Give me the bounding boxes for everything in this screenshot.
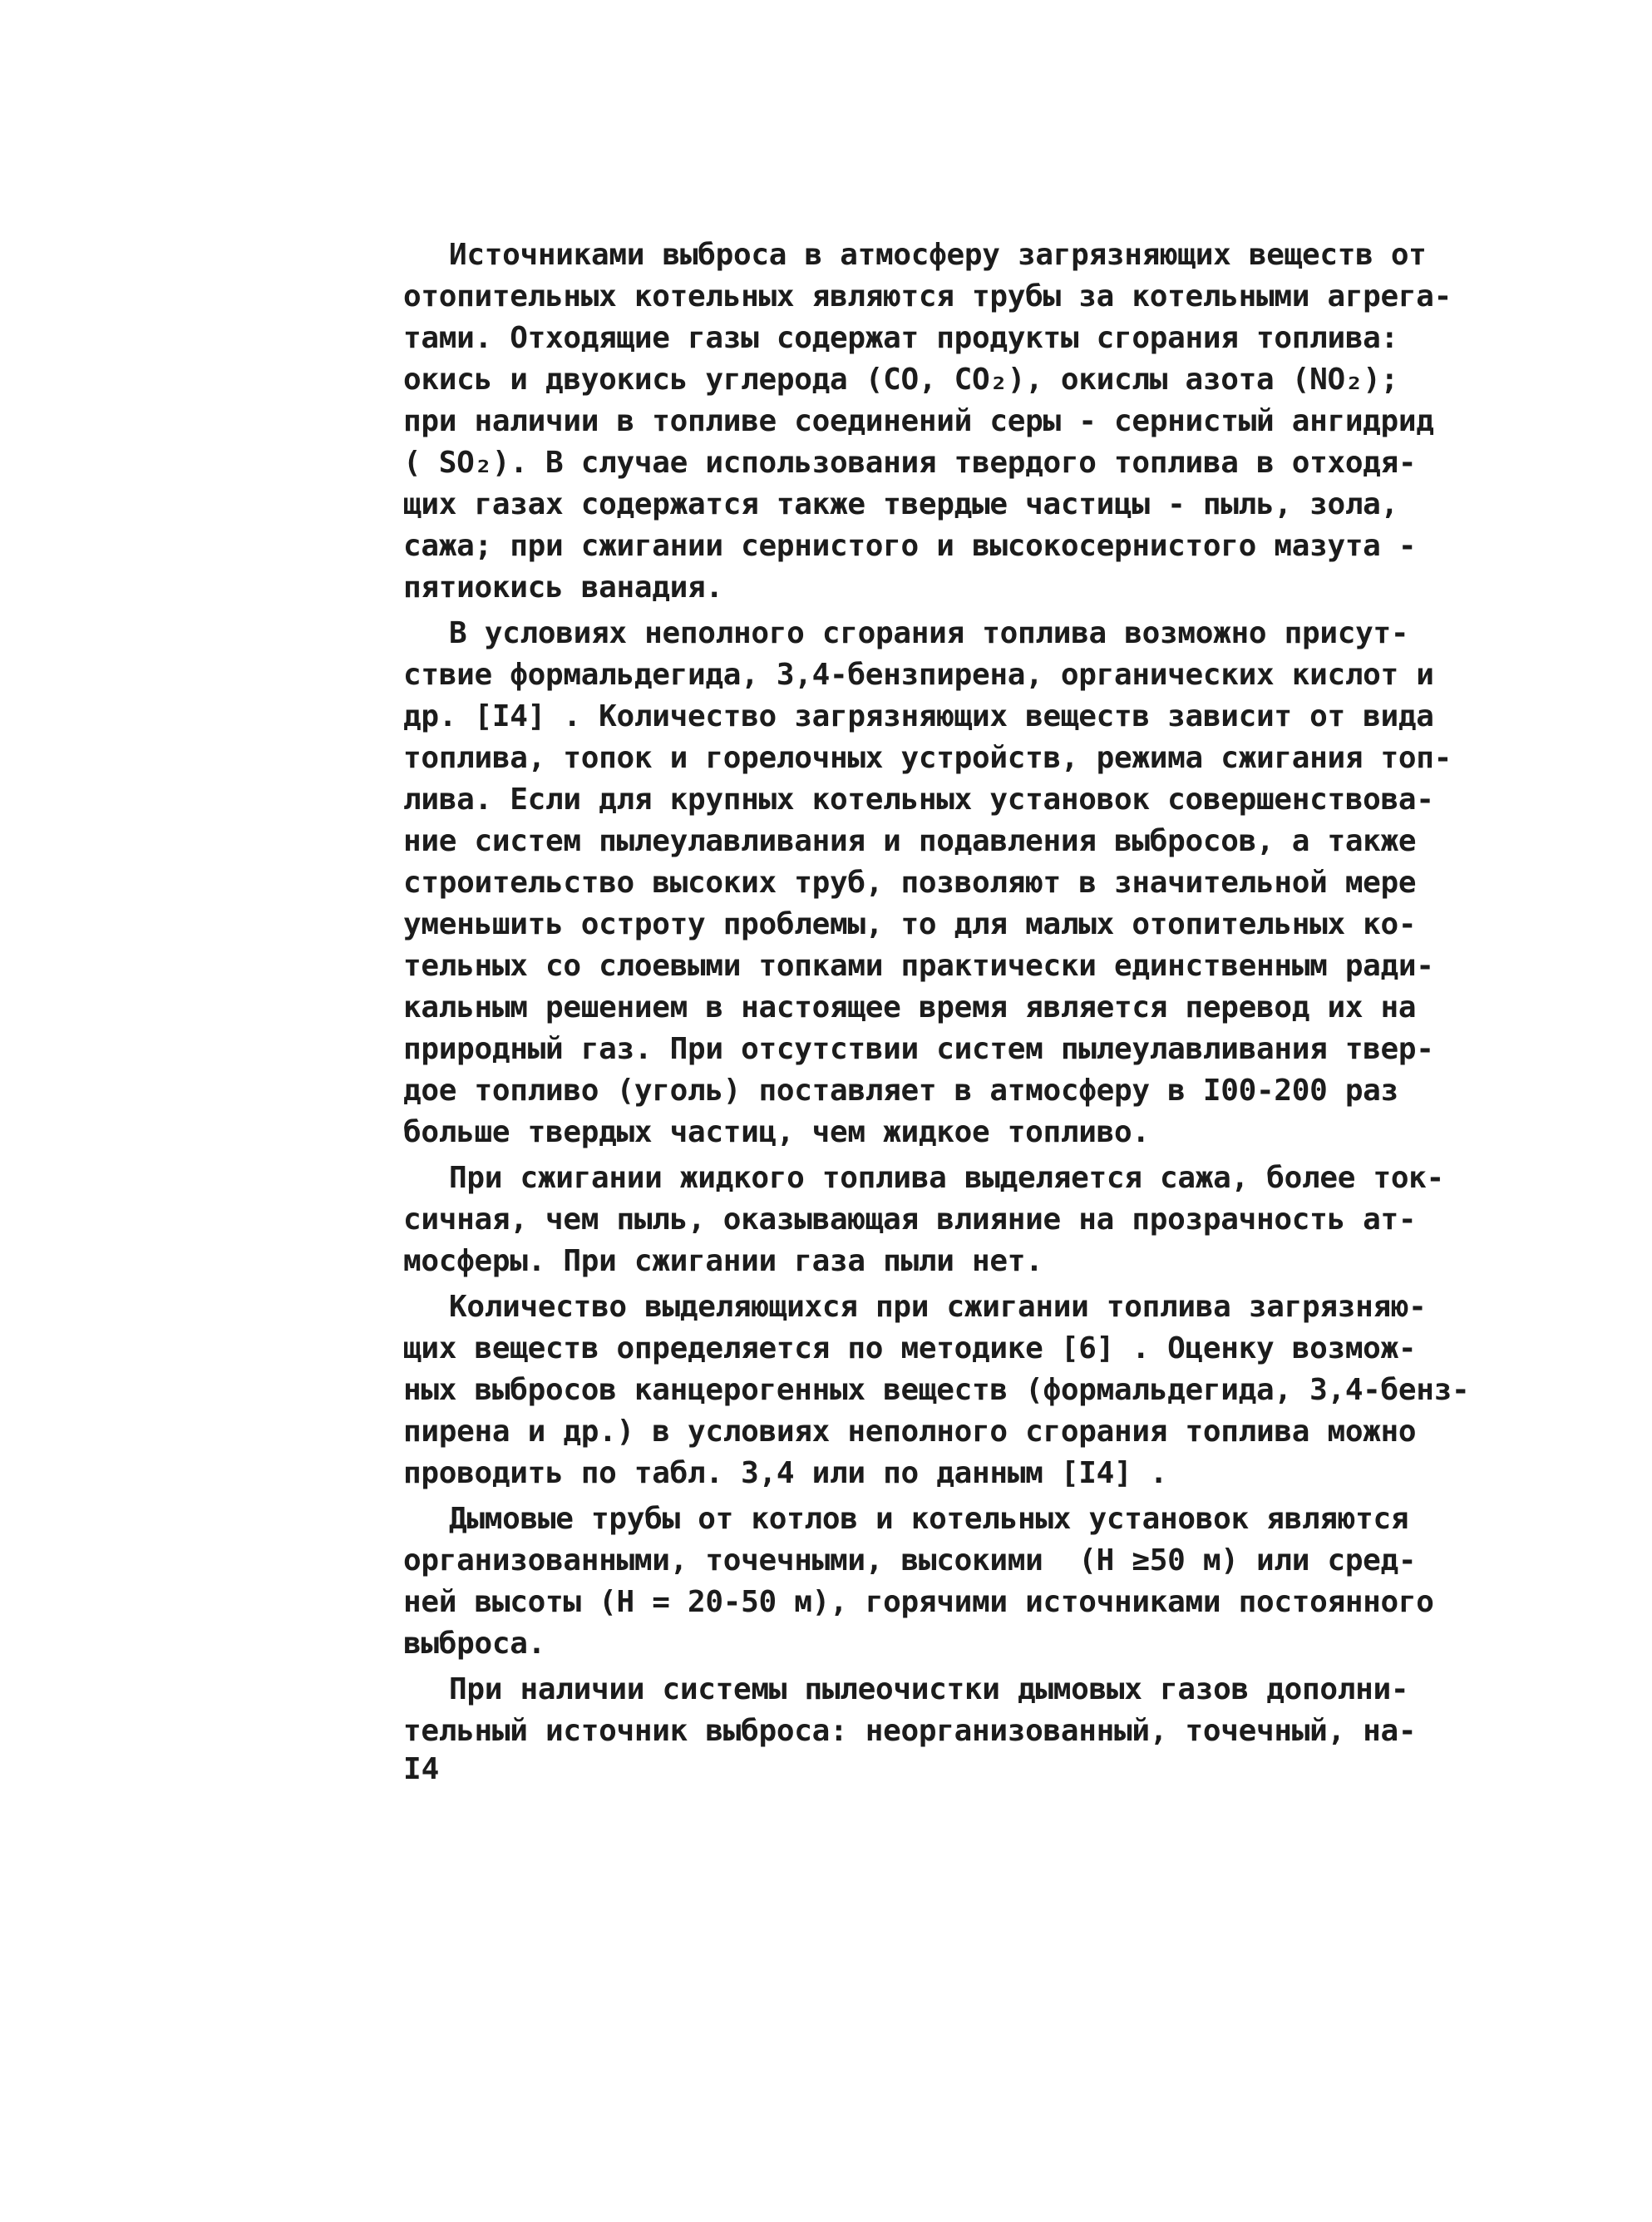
text-line: при наличии в топливе соединений серы - сернистый ангидрид bbox=[403, 404, 1434, 438]
text-line: При наличии системы пылеочистки дымовых газов дополни- bbox=[449, 1672, 1409, 1706]
text-line: При сжигании жидкого топлива выделяется сажа, более ток- bbox=[449, 1161, 1444, 1195]
text-line: тельных со слоевыми топками практически единственным ради- bbox=[403, 949, 1434, 983]
text-line: щих газах содержатся также твердые частицы - пыль, зола, bbox=[403, 487, 1398, 521]
text-line: природный газ. При отсутствии систем пылеулавливания твер- bbox=[403, 1032, 1434, 1066]
text-line: организованными, точечными, высокими (H ≥50 м) или сред- bbox=[403, 1543, 1417, 1578]
text-line: Источниками выброса в атмосферу загрязняющих веществ от bbox=[449, 238, 1427, 272]
text-line: топлива, топок и горелочных устройств, режима сжигания топ- bbox=[403, 741, 1452, 775]
text-line: выброса. bbox=[403, 1627, 545, 1661]
text-line: уменьшить остроту проблемы, то для малых отопительных ко- bbox=[403, 907, 1417, 941]
text-line: сичная, чем пыль, оказывающая влияние на прозрачность ат- bbox=[403, 1202, 1417, 1237]
text-line: тами. Отходящие газы содержат продукты сгорания топлива: bbox=[403, 321, 1398, 355]
text-line: отопительных котельных являются трубы за котельными агрега- bbox=[403, 279, 1452, 314]
page-number: I4 bbox=[403, 1752, 440, 1786]
text-line: др. [I4] . Количество загрязняющих веществ зависит от вида bbox=[403, 699, 1434, 733]
text-line: щих веществ определяется по методике [6] . Оценку возмож- bbox=[403, 1331, 1417, 1365]
text-line: пятиокись ванадия. bbox=[403, 570, 723, 605]
text-line: пирена и др.) в условиях неполного сгорания топлива можно bbox=[403, 1415, 1417, 1449]
text-line: больше твердых частиц, чем жидкое топливо. bbox=[403, 1115, 1150, 1149]
text-line: мосферы. При сжигании газа пыли нет. bbox=[403, 1244, 1043, 1278]
text-line: Дымовые трубы от котлов и котельных установок являются bbox=[449, 1502, 1409, 1536]
text-line: лива. Если для крупных котельных установок совершенствова- bbox=[403, 783, 1434, 817]
text-line: кальным решением в настоящее время является перевод их на bbox=[403, 990, 1417, 1025]
text-line: ( SO₂). В случае использования твердого топлива в отходя- bbox=[403, 446, 1417, 480]
text-line: дое топливо (уголь) поставляет в атмосферу в I00-200 раз bbox=[403, 1074, 1398, 1108]
text-line: строительство высоких труб, позволяют в значительной мере bbox=[403, 866, 1417, 900]
text-line: сажа; при сжигании сернистого и высокосернистого мазута - bbox=[403, 529, 1417, 563]
text-line: проводить по табл. 3,4 или по данным [I4] . bbox=[403, 1456, 1168, 1490]
text-line: В условиях неполного сгорания топлива возможно присут- bbox=[449, 616, 1409, 650]
text-line: окись и двуокись углерода (CO, CO₂), окислы азота (NO₂); bbox=[403, 363, 1398, 397]
text-line: ней высоты (H = 20-50 м), горячими источниками постоянного bbox=[403, 1585, 1434, 1619]
text-line: Количество выделяющихся при сжигании топлива загрязняю- bbox=[449, 1290, 1427, 1324]
text-line: ние систем пылеулавливания и подавления выбросов, а также bbox=[403, 824, 1417, 858]
text-line: ных выбросов канцерогенных веществ (формальдегида, 3,4-бенз- bbox=[403, 1373, 1470, 1407]
text-line: ствие формальдегида, 3,4-бензпирена, органических кислот и bbox=[403, 658, 1434, 692]
text-line: тельный источник выброса: неорганизованный, точечный, на- bbox=[403, 1714, 1417, 1748]
